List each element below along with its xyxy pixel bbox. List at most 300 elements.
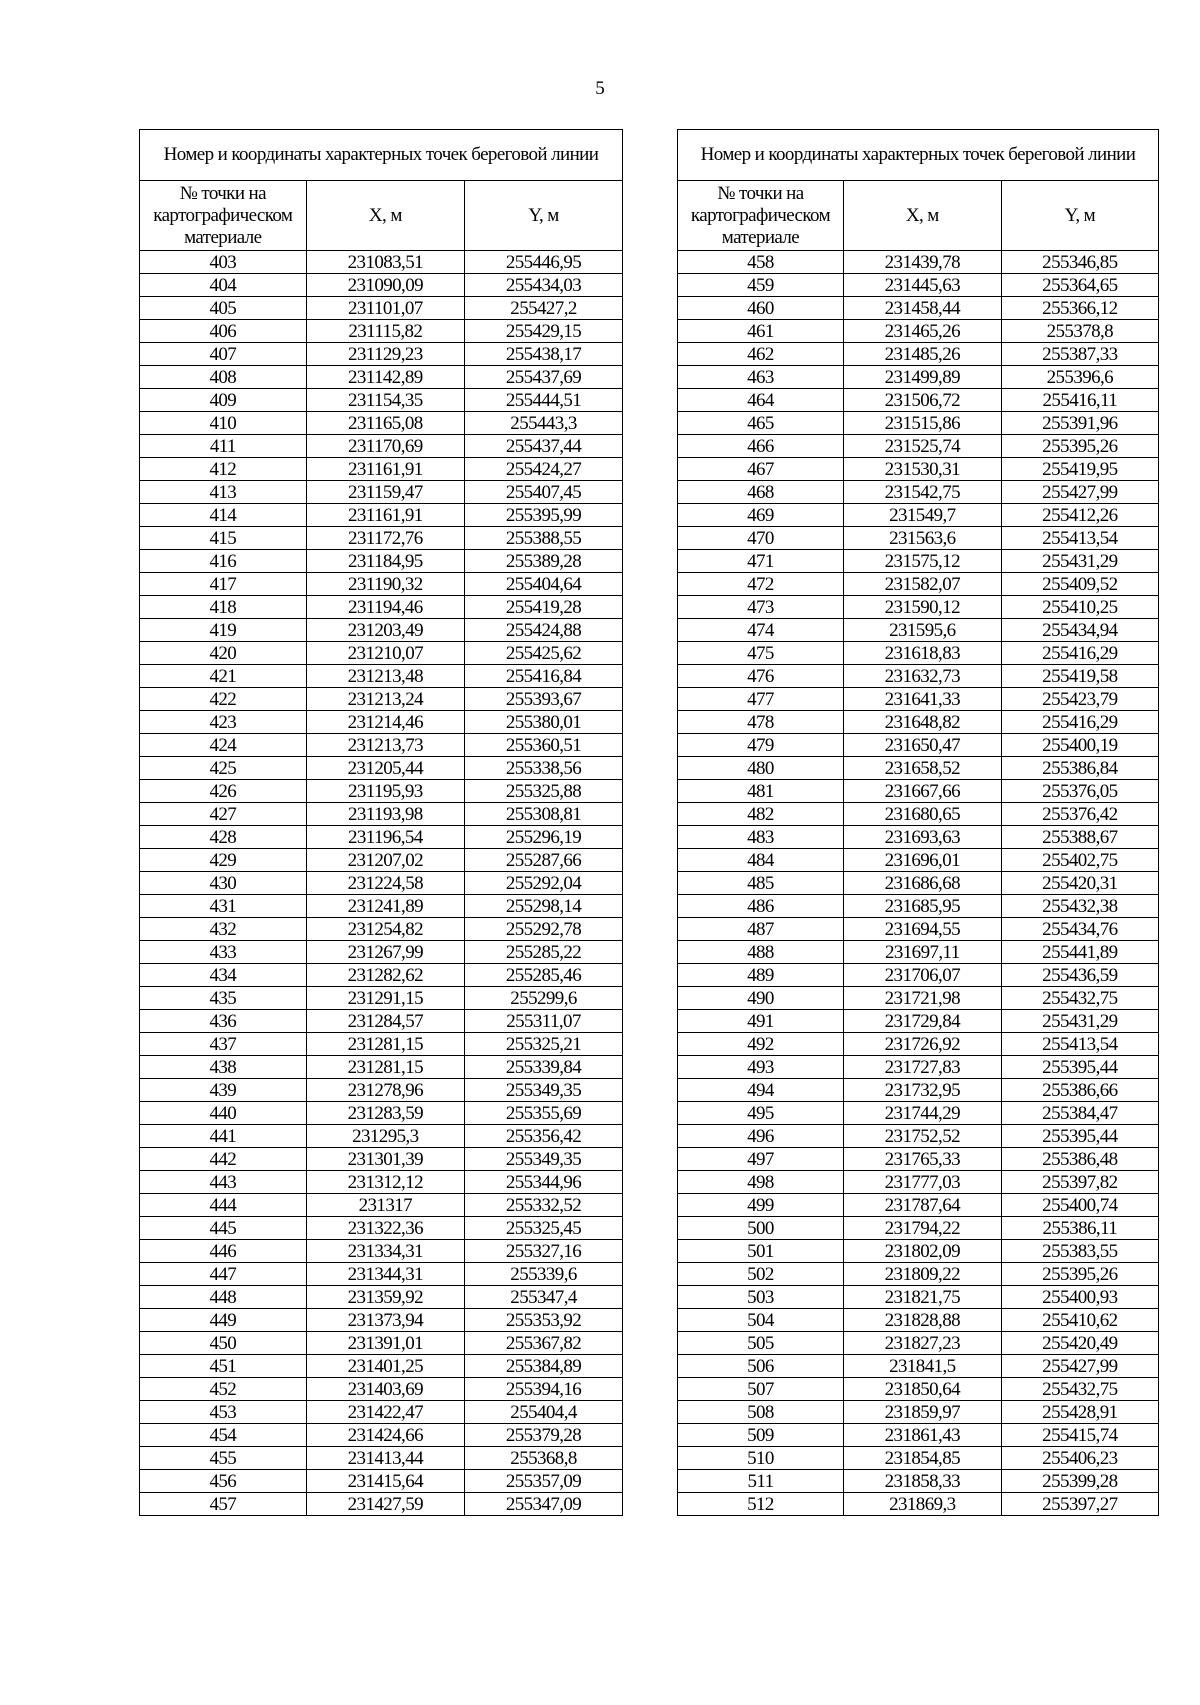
cell-y: 255311,07 [465, 1010, 623, 1033]
cell-y: 255436,59 [1001, 964, 1158, 987]
cell-y: 255395,44 [1001, 1125, 1158, 1148]
table-row [678, 849, 1159, 872]
table-row [678, 274, 1159, 297]
cell-y: 255400,93 [1001, 1286, 1158, 1309]
cell-point-number: 465 [678, 412, 844, 435]
cell-point-number: 472 [678, 573, 844, 596]
table-row [678, 297, 1159, 320]
table-row [140, 366, 623, 389]
table-row [678, 918, 1159, 941]
cell-point-number: 447 [140, 1263, 307, 1286]
cell-x: 231267,99 [306, 941, 464, 964]
cell-y: 255432,75 [1001, 987, 1158, 1010]
cell-point-number: 414 [140, 504, 307, 527]
cell-y: 255355,69 [465, 1102, 623, 1125]
cell-y: 255388,55 [465, 527, 623, 550]
cell-point-number: 469 [678, 504, 844, 527]
cell-y: 255413,54 [1001, 1033, 1158, 1056]
cell-point-number: 487 [678, 918, 844, 941]
cell-point-number: 483 [678, 826, 844, 849]
table-row [678, 1217, 1159, 1240]
cell-x: 231301,39 [306, 1148, 464, 1171]
cell-point-number: 491 [678, 1010, 844, 1033]
cell-y: 255420,49 [1001, 1332, 1158, 1355]
cell-y: 255395,44 [1001, 1056, 1158, 1079]
table-row [140, 481, 623, 504]
cell-y: 255410,62 [1001, 1309, 1158, 1332]
column-header-x: X, м [843, 181, 1001, 251]
cell-point-number: 476 [678, 665, 844, 688]
cell-point-number: 480 [678, 757, 844, 780]
cell-y: 255391,96 [1001, 412, 1158, 435]
cell-x: 231458,44 [843, 297, 1001, 320]
cell-x: 231506,72 [843, 389, 1001, 412]
table-row [678, 826, 1159, 849]
cell-y: 255420,31 [1001, 872, 1158, 895]
cell-point-number: 443 [140, 1171, 307, 1194]
table-row [678, 1125, 1159, 1148]
cell-x: 231196,54 [306, 826, 464, 849]
table-row [678, 1424, 1159, 1447]
cell-y: 255389,28 [465, 550, 623, 573]
table-row [678, 435, 1159, 458]
cell-point-number: 489 [678, 964, 844, 987]
cell-x: 231281,15 [306, 1033, 464, 1056]
cell-point-number: 478 [678, 711, 844, 734]
column-header-y: Y, м [465, 181, 623, 251]
cell-x: 231322,36 [306, 1217, 464, 1240]
cell-y: 255376,42 [1001, 803, 1158, 826]
table-row [140, 504, 623, 527]
table-row [678, 550, 1159, 573]
cell-y: 255285,22 [465, 941, 623, 964]
cell-point-number: 503 [678, 1286, 844, 1309]
cell-x: 231373,94 [306, 1309, 464, 1332]
cell-x: 231809,22 [843, 1263, 1001, 1286]
table-row [678, 780, 1159, 803]
cell-y: 255438,17 [465, 343, 623, 366]
cell-x: 231213,24 [306, 688, 464, 711]
cell-point-number: 470 [678, 527, 844, 550]
cell-x: 231765,33 [843, 1148, 1001, 1171]
table-row [140, 1102, 623, 1125]
cell-point-number: 508 [678, 1401, 844, 1424]
cell-point-number: 511 [678, 1470, 844, 1493]
cell-y: 255413,54 [1001, 527, 1158, 550]
cell-x: 231706,07 [843, 964, 1001, 987]
table-row [140, 757, 623, 780]
cell-x: 231499,89 [843, 366, 1001, 389]
table-row [678, 872, 1159, 895]
cell-x: 231422,47 [306, 1401, 464, 1424]
cell-x: 231680,65 [843, 803, 1001, 826]
cell-y: 255347,09 [465, 1493, 623, 1516]
cell-point-number: 427 [140, 803, 307, 826]
cell-point-number: 505 [678, 1332, 844, 1355]
cell-y: 255356,42 [465, 1125, 623, 1148]
cell-x: 231344,31 [306, 1263, 464, 1286]
cell-point-number: 422 [140, 688, 307, 711]
cell-y: 255299,6 [465, 987, 623, 1010]
table-row [678, 1263, 1159, 1286]
cell-x: 231575,12 [843, 550, 1001, 573]
table-row [140, 1240, 623, 1263]
cell-point-number: 495 [678, 1102, 844, 1125]
cell-y: 255388,67 [1001, 826, 1158, 849]
cell-point-number: 464 [678, 389, 844, 412]
cell-y: 255327,16 [465, 1240, 623, 1263]
cell-y: 255406,23 [1001, 1447, 1158, 1470]
cell-point-number: 509 [678, 1424, 844, 1447]
cell-x: 231413,44 [306, 1447, 464, 1470]
table-row [140, 1401, 623, 1424]
cell-x: 231159,47 [306, 481, 464, 504]
cell-point-number: 439 [140, 1079, 307, 1102]
cell-point-number: 441 [140, 1125, 307, 1148]
table-row [140, 1470, 623, 1493]
cell-y: 255384,89 [465, 1355, 623, 1378]
cell-x: 231525,74 [843, 435, 1001, 458]
cell-x: 231213,73 [306, 734, 464, 757]
table-row [140, 872, 623, 895]
cell-x: 231439,78 [843, 251, 1001, 274]
table-row [140, 918, 623, 941]
cell-x: 231194,46 [306, 596, 464, 619]
table-row [140, 1493, 623, 1516]
cell-point-number: 440 [140, 1102, 307, 1125]
cell-y: 255416,29 [1001, 642, 1158, 665]
cell-y: 255402,75 [1001, 849, 1158, 872]
cell-x: 231129,23 [306, 343, 464, 366]
table-row [678, 389, 1159, 412]
table-row [140, 1447, 623, 1470]
table-row [140, 1194, 623, 1217]
cell-y: 255416,29 [1001, 711, 1158, 734]
table-row [678, 1102, 1159, 1125]
cell-x: 231861,43 [843, 1424, 1001, 1447]
cell-x: 231530,31 [843, 458, 1001, 481]
cell-point-number: 454 [140, 1424, 307, 1447]
cell-x: 231632,73 [843, 665, 1001, 688]
table-row [140, 550, 623, 573]
cell-point-number: 462 [678, 343, 844, 366]
cell-y: 255339,6 [465, 1263, 623, 1286]
cell-point-number: 416 [140, 550, 307, 573]
table-row [140, 573, 623, 596]
table-row [678, 1010, 1159, 1033]
cell-x: 231802,09 [843, 1240, 1001, 1263]
cell-y: 255409,52 [1001, 573, 1158, 596]
cell-x: 231841,5 [843, 1355, 1001, 1378]
cell-point-number: 510 [678, 1447, 844, 1470]
cell-point-number: 445 [140, 1217, 307, 1240]
cell-y: 255416,84 [465, 665, 623, 688]
table-row [140, 826, 623, 849]
cell-y: 255332,52 [465, 1194, 623, 1217]
cell-x: 231595,6 [843, 619, 1001, 642]
cell-point-number: 488 [678, 941, 844, 964]
cell-point-number: 431 [140, 895, 307, 918]
table-row [140, 389, 623, 412]
cell-point-number: 442 [140, 1148, 307, 1171]
cell-point-number: 501 [678, 1240, 844, 1263]
table-title: Номер и координаты характерных точек береговой линии [140, 130, 623, 181]
cell-y: 255407,45 [465, 481, 623, 504]
cell-x: 231154,35 [306, 389, 464, 412]
cell-x: 231445,63 [843, 274, 1001, 297]
table-row [140, 1148, 623, 1171]
cell-point-number: 459 [678, 274, 844, 297]
table-row [678, 504, 1159, 527]
cell-x: 231101,07 [306, 297, 464, 320]
cell-x: 231295,3 [306, 1125, 464, 1148]
cell-x: 231685,95 [843, 895, 1001, 918]
cell-y: 255427,2 [465, 297, 623, 320]
cell-y: 255325,45 [465, 1217, 623, 1240]
cell-point-number: 463 [678, 366, 844, 389]
table-row [678, 734, 1159, 757]
cell-y: 255443,3 [465, 412, 623, 435]
cell-x: 231563,6 [843, 527, 1001, 550]
table-row [140, 1424, 623, 1447]
cell-y: 255380,01 [465, 711, 623, 734]
column-header-point-number: № точки на картографическом материале [140, 181, 307, 251]
table-row [678, 1309, 1159, 1332]
cell-x: 231658,52 [843, 757, 1001, 780]
cell-y: 255383,55 [1001, 1240, 1158, 1263]
cell-point-number: 496 [678, 1125, 844, 1148]
cell-x: 231424,66 [306, 1424, 464, 1447]
cell-y: 255423,79 [1001, 688, 1158, 711]
cell-point-number: 409 [140, 389, 307, 412]
cell-point-number: 494 [678, 1079, 844, 1102]
table-row [678, 941, 1159, 964]
cell-point-number: 436 [140, 1010, 307, 1033]
column-header-point-number: № точки на картографическом материале [678, 181, 844, 251]
cell-x: 231732,95 [843, 1079, 1001, 1102]
cell-y: 255386,11 [1001, 1217, 1158, 1240]
cell-y: 255434,03 [465, 274, 623, 297]
table-row [140, 1263, 623, 1286]
cell-y: 255419,95 [1001, 458, 1158, 481]
cell-y: 255415,74 [1001, 1424, 1158, 1447]
cell-x: 231214,46 [306, 711, 464, 734]
table-row [140, 895, 623, 918]
cell-x: 231859,97 [843, 1401, 1001, 1424]
table-row [678, 619, 1159, 642]
cell-y: 255387,33 [1001, 343, 1158, 366]
cell-x: 231278,96 [306, 1079, 464, 1102]
cell-x: 231203,49 [306, 619, 464, 642]
cell-y: 255395,26 [1001, 1263, 1158, 1286]
cell-point-number: 493 [678, 1056, 844, 1079]
cell-y: 255353,92 [465, 1309, 623, 1332]
cell-y: 255349,35 [465, 1148, 623, 1171]
cell-y: 255285,46 [465, 964, 623, 987]
coordinates-table-left [139, 129, 623, 1516]
cell-point-number: 500 [678, 1217, 844, 1240]
cell-point-number: 434 [140, 964, 307, 987]
table-row [140, 1056, 623, 1079]
table-row [140, 343, 623, 366]
table-row [140, 320, 623, 343]
cell-y: 255386,84 [1001, 757, 1158, 780]
column-header-x: X, м [306, 181, 464, 251]
table-row [140, 987, 623, 1010]
cell-y: 255347,4 [465, 1286, 623, 1309]
cell-x: 231650,47 [843, 734, 1001, 757]
cell-point-number: 450 [140, 1332, 307, 1355]
cell-point-number: 455 [140, 1447, 307, 1470]
cell-point-number: 425 [140, 757, 307, 780]
cell-y: 255384,47 [1001, 1102, 1158, 1125]
cell-x: 231686,68 [843, 872, 1001, 895]
cell-y: 255404,4 [465, 1401, 623, 1424]
cell-y: 255368,8 [465, 1447, 623, 1470]
cell-point-number: 412 [140, 458, 307, 481]
cell-point-number: 473 [678, 596, 844, 619]
cell-x: 231282,62 [306, 964, 464, 987]
cell-x: 231727,83 [843, 1056, 1001, 1079]
cell-point-number: 482 [678, 803, 844, 826]
cell-point-number: 406 [140, 320, 307, 343]
cell-y: 255338,56 [465, 757, 623, 780]
cell-x: 231161,91 [306, 458, 464, 481]
cell-y: 255425,62 [465, 642, 623, 665]
table-row [678, 642, 1159, 665]
cell-x: 231697,11 [843, 941, 1001, 964]
cell-y: 255424,88 [465, 619, 623, 642]
cell-x: 231224,58 [306, 872, 464, 895]
cell-y: 255395,99 [465, 504, 623, 527]
cell-x: 231641,33 [843, 688, 1001, 711]
cell-y: 255376,05 [1001, 780, 1158, 803]
cell-point-number: 426 [140, 780, 307, 803]
table-row [140, 711, 623, 734]
table-row [678, 1171, 1159, 1194]
cell-x: 231648,82 [843, 711, 1001, 734]
table-row [140, 274, 623, 297]
table-row [140, 642, 623, 665]
table-row [140, 435, 623, 458]
cell-x: 231667,66 [843, 780, 1001, 803]
cell-y: 255298,14 [465, 895, 623, 918]
cell-x: 231869,3 [843, 1493, 1001, 1516]
cell-x: 231161,91 [306, 504, 464, 527]
cell-y: 255416,11 [1001, 389, 1158, 412]
cell-y: 255419,58 [1001, 665, 1158, 688]
cell-y: 255434,76 [1001, 918, 1158, 941]
cell-x: 231281,15 [306, 1056, 464, 1079]
cell-point-number: 452 [140, 1378, 307, 1401]
cell-point-number: 448 [140, 1286, 307, 1309]
cell-point-number: 499 [678, 1194, 844, 1217]
cell-y: 255446,95 [465, 251, 623, 274]
cell-x: 231391,01 [306, 1332, 464, 1355]
table-row [678, 757, 1159, 780]
cell-y: 255400,19 [1001, 734, 1158, 757]
table-body [140, 251, 623, 1516]
table-row [140, 1286, 623, 1309]
cell-point-number: 423 [140, 711, 307, 734]
cell-y: 255344,96 [465, 1171, 623, 1194]
table-row [678, 665, 1159, 688]
table-row [140, 803, 623, 826]
cell-y: 255400,74 [1001, 1194, 1158, 1217]
cell-y: 255412,26 [1001, 504, 1158, 527]
cell-y: 255357,09 [465, 1470, 623, 1493]
cell-y: 255431,29 [1001, 1010, 1158, 1033]
cell-x: 231850,64 [843, 1378, 1001, 1401]
cell-y: 255346,85 [1001, 251, 1158, 274]
cell-y: 255404,64 [465, 573, 623, 596]
table-row [678, 1378, 1159, 1401]
cell-x: 231752,52 [843, 1125, 1001, 1148]
cell-point-number: 449 [140, 1309, 307, 1332]
table-row [678, 1355, 1159, 1378]
cell-x: 231312,12 [306, 1171, 464, 1194]
cell-x: 231205,44 [306, 757, 464, 780]
cell-x: 231858,33 [843, 1470, 1001, 1493]
table-row [678, 251, 1159, 274]
cell-y: 255424,27 [465, 458, 623, 481]
cell-x: 231542,75 [843, 481, 1001, 504]
cell-x: 231142,89 [306, 366, 464, 389]
cell-y: 255364,65 [1001, 274, 1158, 297]
cell-x: 231465,26 [843, 320, 1001, 343]
cell-point-number: 421 [140, 665, 307, 688]
table-row [140, 1332, 623, 1355]
cell-point-number: 492 [678, 1033, 844, 1056]
cell-y: 255431,29 [1001, 550, 1158, 573]
cell-point-number: 437 [140, 1033, 307, 1056]
table-row [140, 1217, 623, 1240]
table-row [140, 941, 623, 964]
cell-x: 231821,75 [843, 1286, 1001, 1309]
cell-point-number: 506 [678, 1355, 844, 1378]
cell-point-number: 475 [678, 642, 844, 665]
cell-x: 231184,95 [306, 550, 464, 573]
cell-x: 231854,85 [843, 1447, 1001, 1470]
cell-x: 231582,07 [843, 573, 1001, 596]
cell-point-number: 457 [140, 1493, 307, 1516]
cell-x: 231694,55 [843, 918, 1001, 941]
table-row [678, 1033, 1159, 1056]
table-row [678, 320, 1159, 343]
cell-y: 255325,21 [465, 1033, 623, 1056]
table-row [140, 619, 623, 642]
cell-point-number: 415 [140, 527, 307, 550]
table-row [140, 1010, 623, 1033]
table-row [678, 1447, 1159, 1470]
cell-point-number: 418 [140, 596, 307, 619]
cell-point-number: 428 [140, 826, 307, 849]
cell-point-number: 435 [140, 987, 307, 1010]
cell-x: 231696,01 [843, 849, 1001, 872]
cell-x: 231241,89 [306, 895, 464, 918]
cell-point-number: 490 [678, 987, 844, 1010]
page-number: 5 [595, 78, 605, 99]
cell-point-number: 433 [140, 941, 307, 964]
table-row [678, 1240, 1159, 1263]
cell-point-number: 419 [140, 619, 307, 642]
cell-x: 231787,64 [843, 1194, 1001, 1217]
cell-x: 231090,09 [306, 274, 464, 297]
cell-x: 231210,07 [306, 642, 464, 665]
cell-x: 231172,76 [306, 527, 464, 550]
cell-y: 255432,38 [1001, 895, 1158, 918]
cell-x: 231590,12 [843, 596, 1001, 619]
